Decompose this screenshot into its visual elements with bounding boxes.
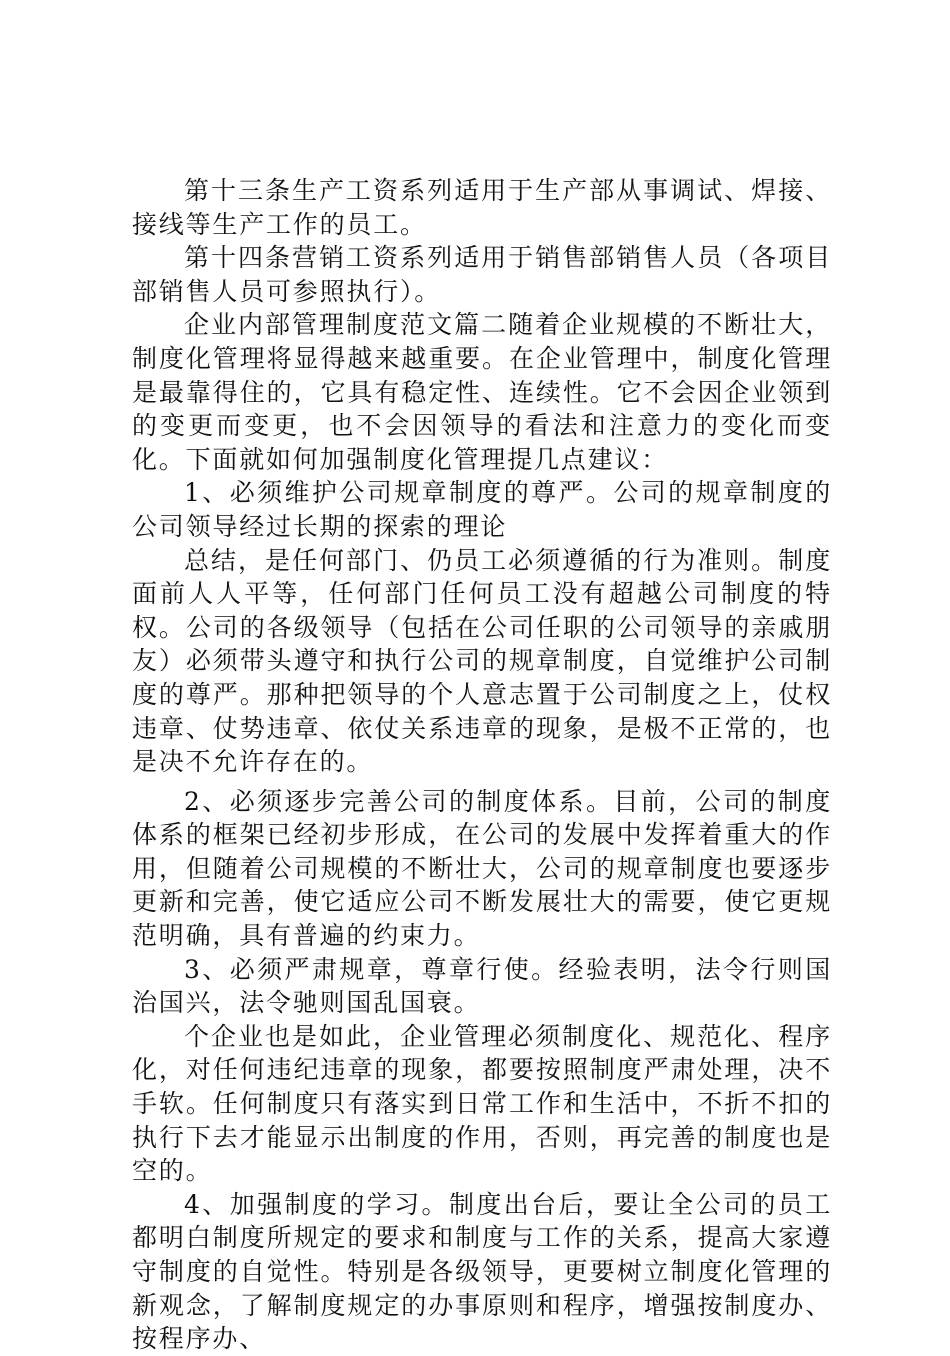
paragraph-point-3-continued: 个企业也是如此，企业管理必须制度化、规范化、程序化，对任何违纪违章的现象，都要按照制度严肃处理，决不手软。任何制度只有落实到日常工作和生活中，不折不扣的执行下去才能显示出制度的作用，否则，再完善的制度也是空的。 xyxy=(132,1021,832,1186)
paragraph-intro-part-two: 企业内部管理制度范文篇二随着企业规模的不断壮大，制度化管理将显得越来越重要。在企业管理中，制度化管理是最靠得住的，它具有稳定性、连续性。它不会因企业领到的变更而变更，也不会因领导的看法和注意力的变化而变化。下面就如何加强制度化管理提几点建议： xyxy=(132,310,832,474)
paragraph-article-13: 第十三条生产工资系列适用于生产部从事调试、焊接、接线等生产工作的员工。 xyxy=(132,176,832,239)
document-body xyxy=(132,174,832,1356)
paragraph-point-4: 4、加强制度的学习。制度出台后，要让全公司的员工都明白制度所规定的要求和制度与工作的关系，提高大家遵守制度的自觉性。特别是各级领导，更要树立制度化管理的新观念，了解制度规定的办事原则和程序，增强按制度办、按程序办、 xyxy=(132,1189,832,1354)
paragraph-point-2: 2、必须逐步完善公司的制度体系。目前，公司的制度体系的框架已经初步形成，在公司的发展中发挥着重大的作用，但随着公司规模的不断壮大，公司的规章制度也要逐步更新和完善，使它适应公司不断发展壮大的需要，使它更规范明确，具有普遍的约束力。 xyxy=(132,786,832,951)
paragraph-point-1-continued: 总结，是任何部门、仍员工必须遵循的行为准则。制度面前人人平等，任何部门任何员工没有超越公司制度的特权。公司的各级领导（包括在公司任职的公司领导的亲戚朋友）必须带头遵守和执行公司的规章制度，自觉维护公司制度的尊严。那种把领导的个人意志置于公司制度之上，仗权违章、仗势违章、依仗关系违章的现象，是极不正常的，也是决不允许存在的。 xyxy=(132,545,832,777)
paragraph-point-1: 1、必须维护公司规章制度的尊严。公司的规章制度的公司领导经过长期的探索的理论 xyxy=(132,478,832,541)
paragraph-point-3: 3、必须严肃规章，尊章行使。经验表明，法令行则国治国兴，法令驰则国乱国衰。 xyxy=(132,954,832,1018)
paragraph-article-14: 第十四条营销工资系列适用于销售部销售人员（各项目部销售人员可参照执行）。 xyxy=(132,243,832,306)
